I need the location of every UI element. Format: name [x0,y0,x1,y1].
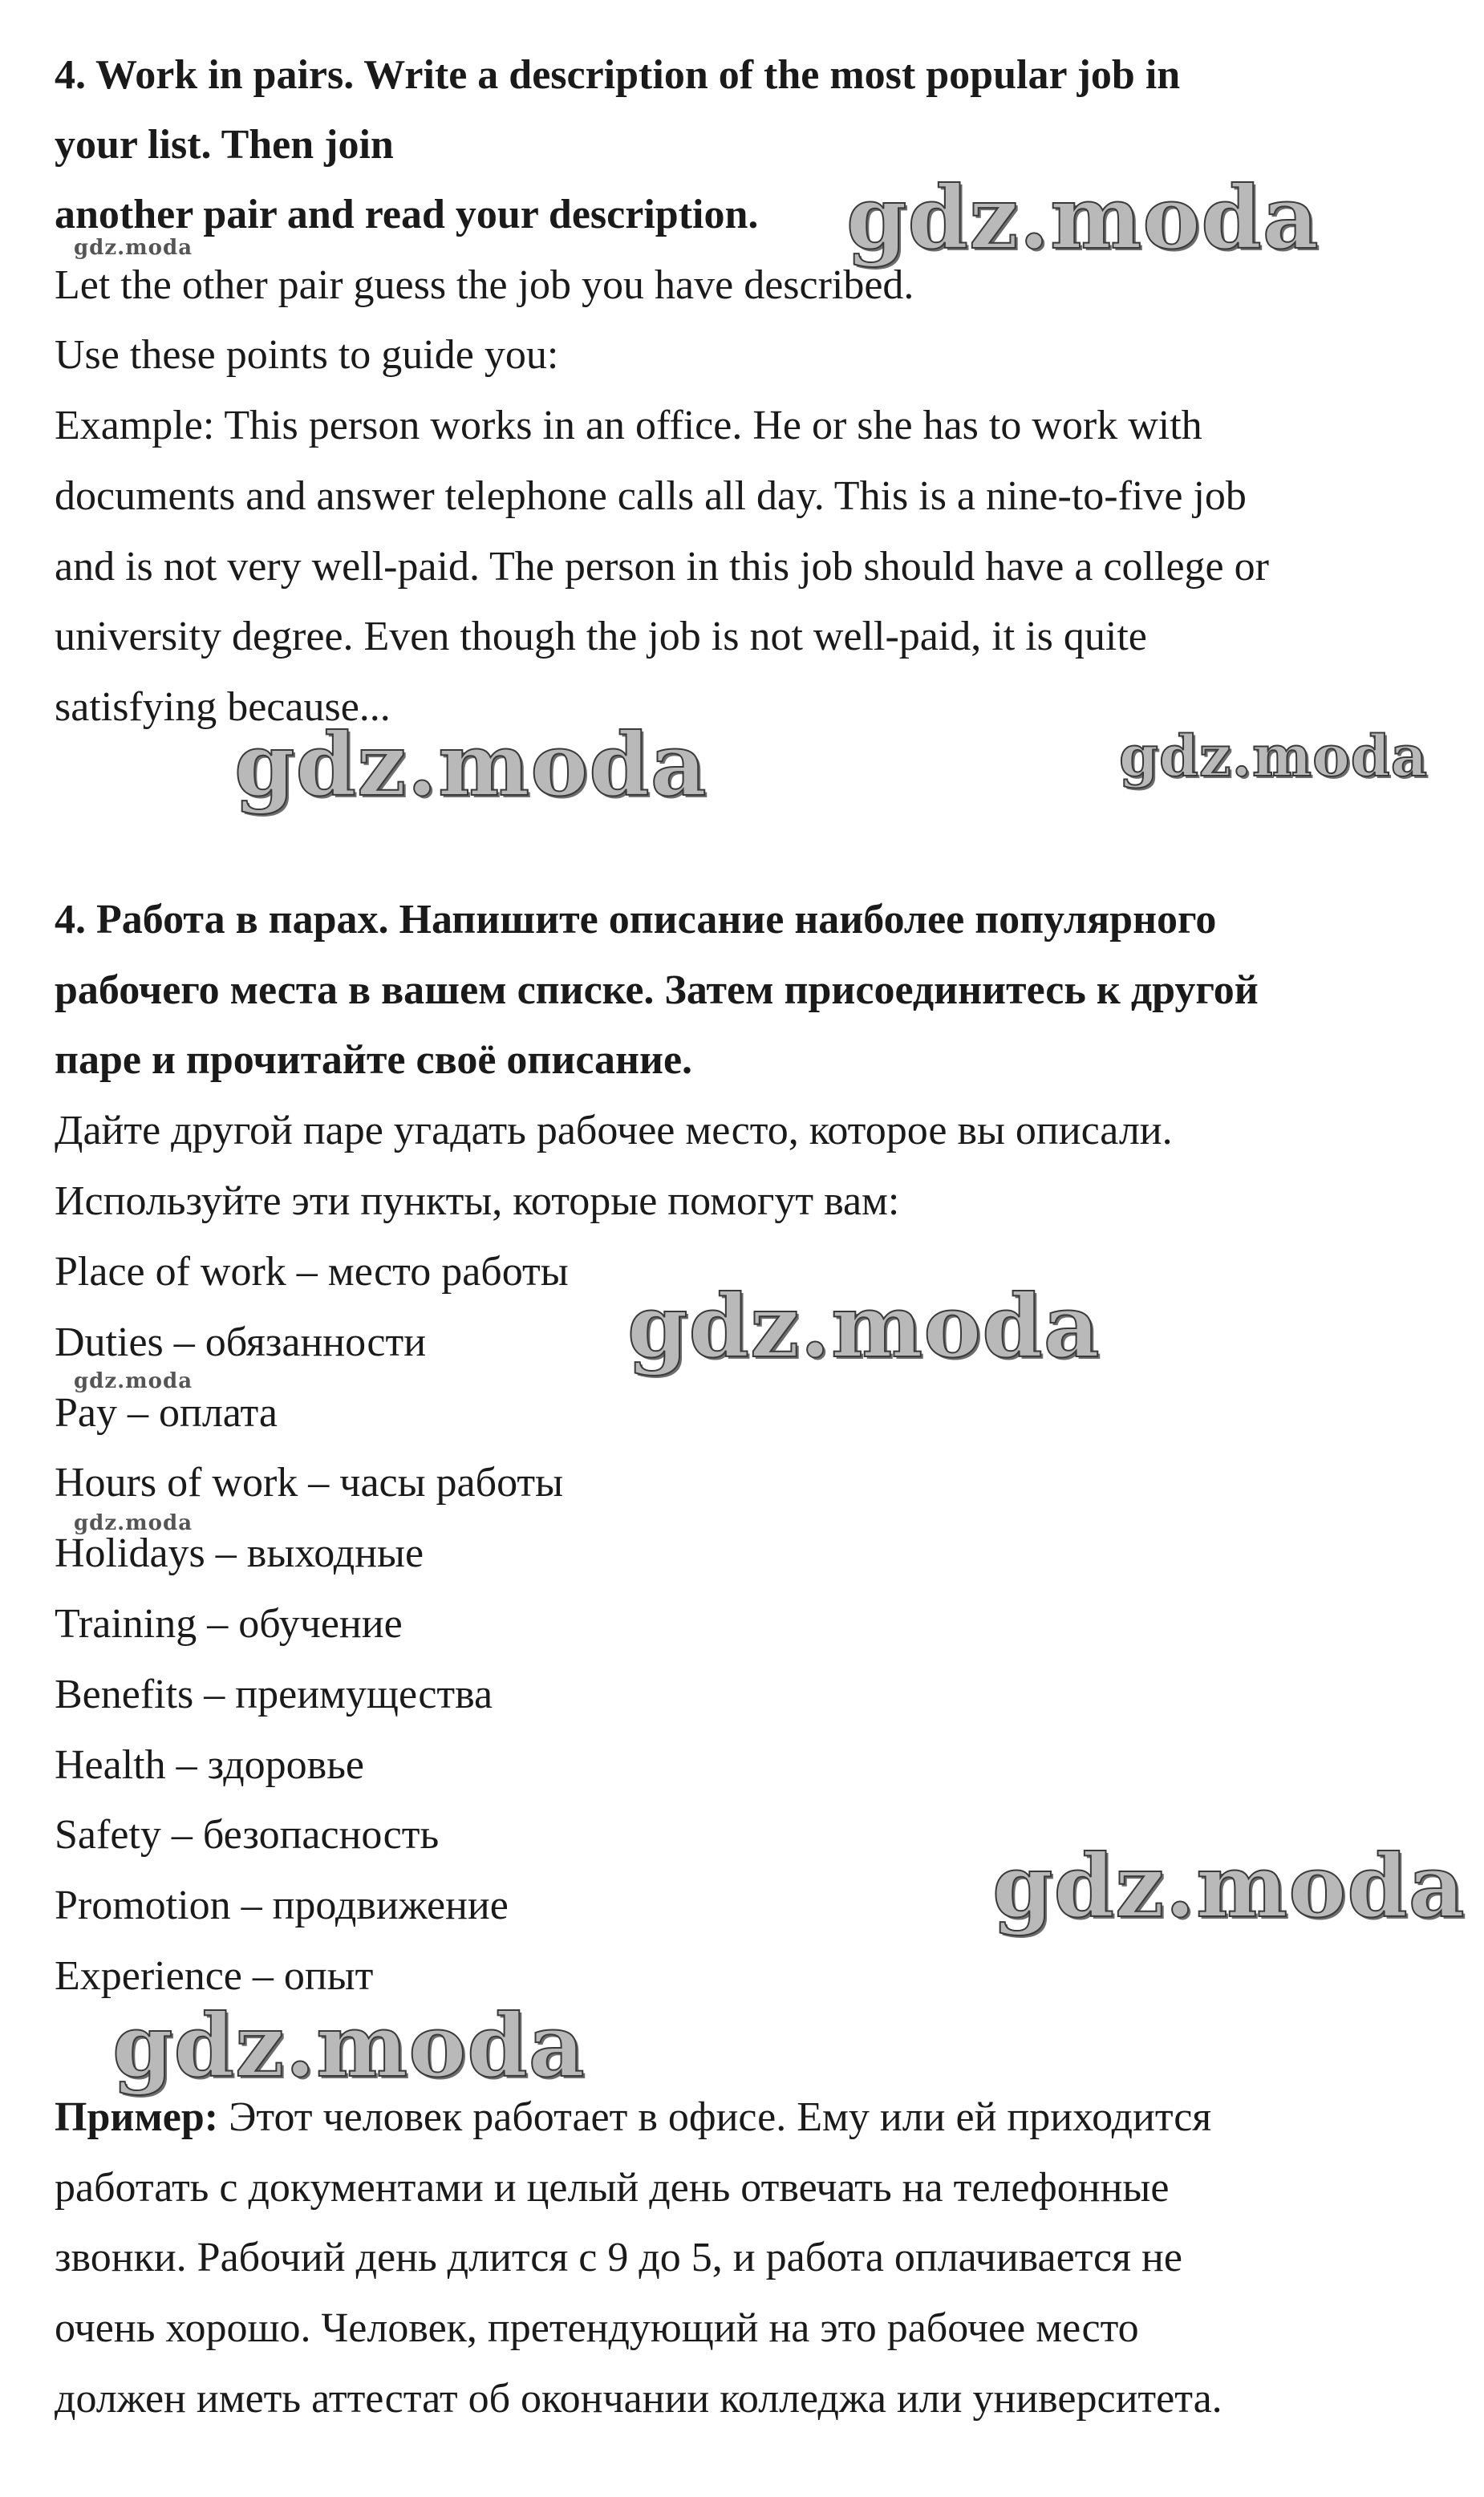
example-label: Пример: [55,2094,219,2140]
en-body-line-7: satisfying because... [55,684,391,730]
watermark-small: gdz.moda [74,236,193,260]
ru-example-line-5: должен иметь аттестат об окончании колледжа или университета. [55,2376,1222,2422]
watermark-logo: gdz.moda [1119,723,1429,789]
watermark-small: gdz.moda [74,1511,193,1535]
en-heading-line-3: another pair and read your description. [55,192,759,237]
point-item: Experience – опыт [55,1953,374,1999]
point-item: Duties – обязанности [55,1319,427,1365]
ru-heading-line-2: рабочего места в вашем списке. Затем присоединитесь к другой [55,967,1259,1013]
point-item: Hours of work – часы работы [55,1460,564,1506]
point-item: Promotion – продвижение [55,1883,509,1928]
point-item: Health – здоровье [55,1742,365,1788]
watermark-logo: gdz.moda [627,1276,1101,1377]
en-body-line-3: Example: This person works in an office. He or she has to work with [55,403,1202,448]
en-body-line-5: and is not very well-paid. The person in this job should have a college or [55,544,1269,590]
en-body-line-2: Use these points to guide you: [55,332,559,378]
ru-example-line-4: очень хорошо. Человек, претендующий на это рабочее место [55,2305,1139,2351]
en-body-line-4: documents and answer telephone calls all day. This is a nine-to-five job [55,473,1247,519]
ru-example-line-2: работать с документами и целый день отвечать на телефонные [55,2165,1170,2211]
point-item: Benefits – преимущества [55,1672,493,1717]
example-text: Этот человек работает в офисе. Ему или ей приходится [218,2094,1212,2140]
watermark-small: gdz.moda [74,1369,193,1393]
point-item: Training – обучение [55,1601,403,1647]
point-item: Safety – безопасность [55,1812,440,1858]
en-heading-line-1: 4. Work in pairs. Write a description of the most popular job in [55,52,1181,98]
ru-example-line-1 [55,2094,1211,2142]
watermark-logo: gdz.moda [234,715,708,816]
en-body-line-1: Let the other pair guess the job you have described. [55,262,914,308]
watermark-logo: gdz.moda [992,1836,1466,1937]
en-heading-line-2: your list. Then join [55,122,394,168]
ru-body-line-1: Дайте другой паре угадать рабочее место, которое вы описали. [55,1108,1173,1153]
ru-heading-line-1: 4. Работа в парах. Напишите описание наиболее популярного [55,897,1217,942]
ru-example-line-3: звонки. Рабочий день длится с 9 до 5, и работа оплачивается не [55,2235,1182,2280]
point-item: Pay – оплата [55,1390,278,1436]
point-item: Holidays – выходные [55,1530,424,1576]
point-item: Place of work – место работы [55,1249,569,1295]
ru-heading-line-3: паре и прочитайте своё описание. [55,1037,693,1083]
watermark-logo: gdz.moda [846,168,1320,269]
en-body-line-6: university degree. Even though the job is not well-paid, it is quite [55,614,1147,659]
ru-body-line-2: Используйте эти пункты, которые помогут вам: [55,1178,900,1224]
watermark-logo: gdz.moda [112,1996,586,2097]
